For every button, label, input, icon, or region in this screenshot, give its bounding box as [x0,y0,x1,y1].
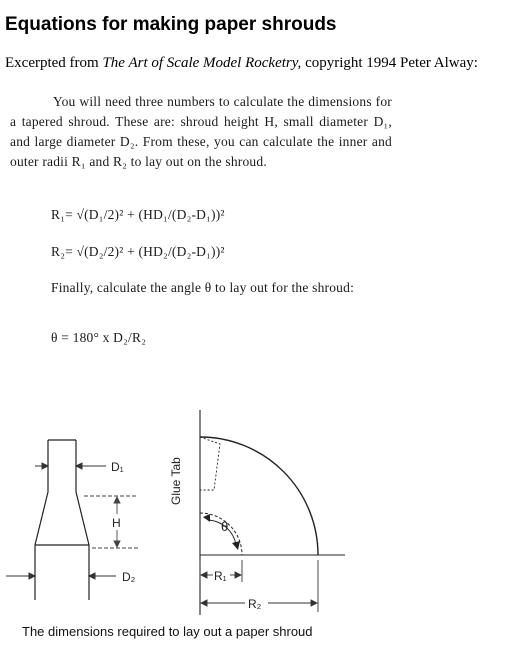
page-title: Equations for making paper shrouds [5,14,337,35]
shroud-layout [200,410,345,615]
book-title: The Art of Scale Model Rocketry, [102,55,302,71]
d1-dimension [35,463,106,469]
figure-caption: The dimensions required to lay out a paper shroud [22,624,313,639]
label-r2: R₂ [248,597,262,611]
h-dimension [84,496,138,548]
label-theta: θ [221,519,229,534]
shroud-diagram [0,400,512,620]
instructions-paragraph: You will need three numbers to calculate the dimensions for a tapered shroud. These are: shroud height H, small diameter D₁, and large diameter D₂. From these, you can calculate the inner and outer radii R₁ and R₂ to lay out on the shroud. [10,94,392,169]
label-glue-tab: Glue Tab [169,457,183,505]
excerpt-suffix: copyright 1994 Peter Alway: [301,55,478,71]
excerpt-prefix: Excerpted from [5,55,103,71]
equation-r2: R₂= √(D₂/2)² + (HD₂/(D₂-D₁))² [51,244,225,259]
label-d2: D₂ [122,570,136,584]
angle-paragraph: Finally, calculate the angle θ to lay out for the shroud: [51,280,355,295]
label-r1: R₁ [214,569,227,583]
label-d1: D₁ [111,460,124,474]
label-h: H [112,516,121,530]
equation-r1: R₁= √(D₁/2)² + (HD₁/(D₂-D₁))² [51,207,225,222]
excerpt-line [5,55,478,72]
equation-theta: θ = 180° x D₂/R₂ [51,330,147,345]
d2-dimension [6,573,116,579]
